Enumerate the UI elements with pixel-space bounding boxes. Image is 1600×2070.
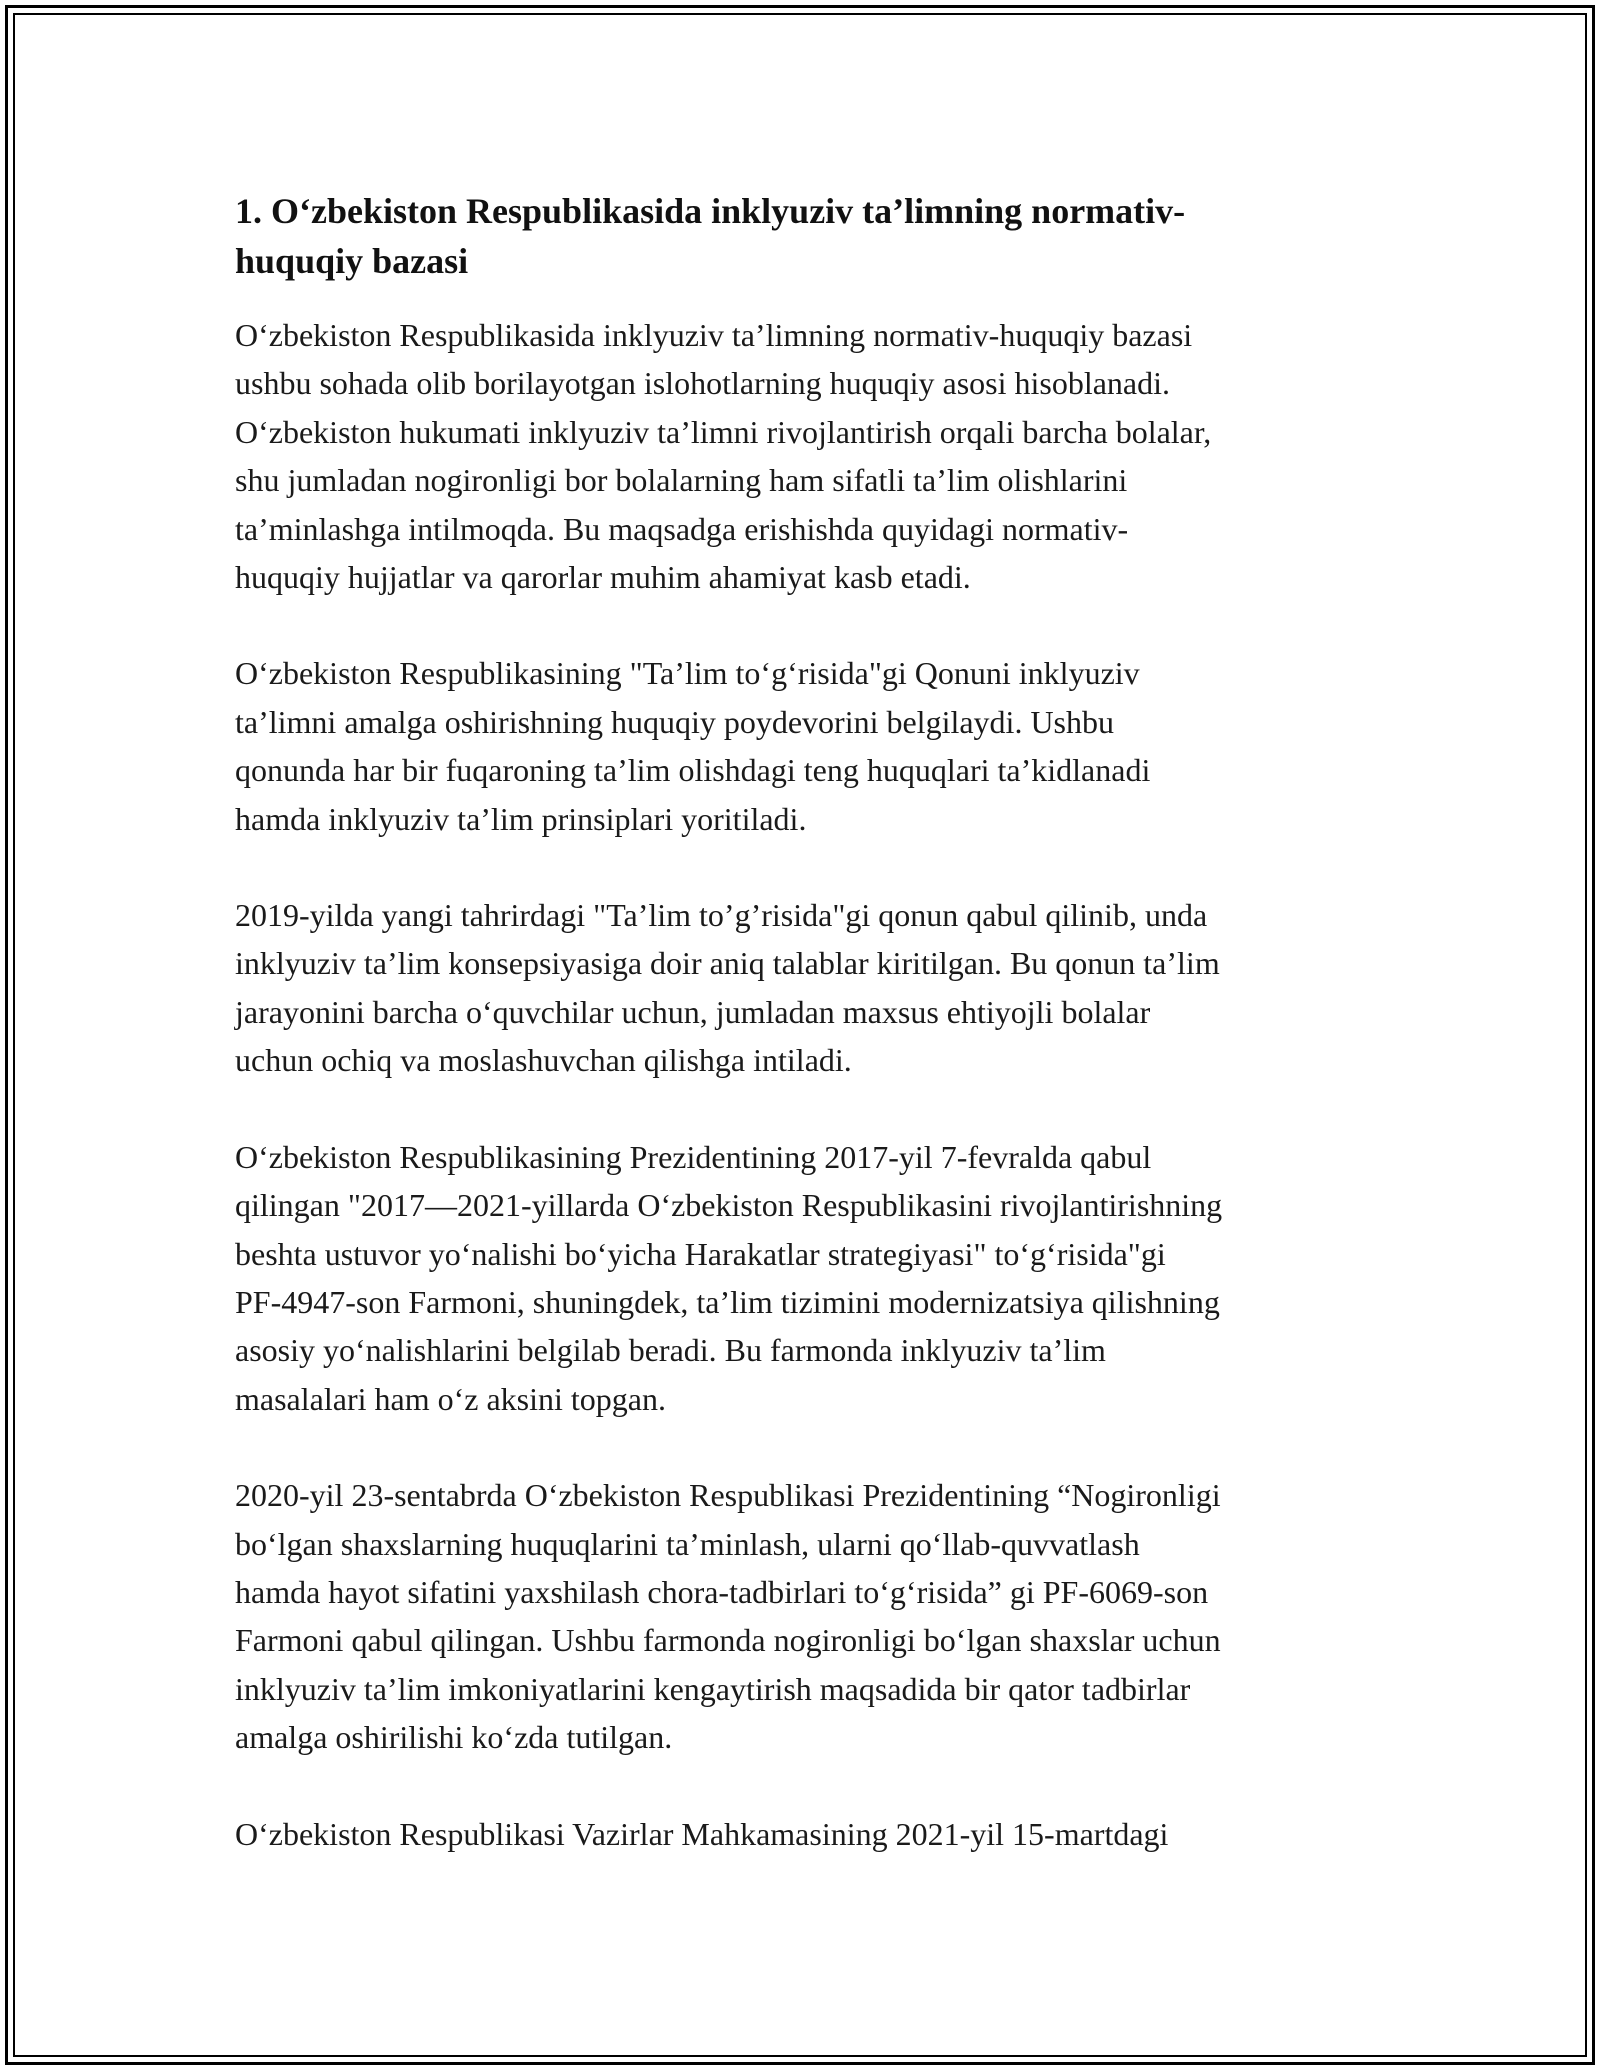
text-line: inklyuziv ta’lim imkoniyatlarini kengaytirish maqsadida bir qator tadbirlar [235, 1670, 1191, 1707]
text-line: O‘zbekiston Respublikasida inklyuziv ta’limning normativ-huquqiy bazasi [235, 317, 1193, 353]
text-line: amalga oshirilishi ko‘zda tutilgan. [235, 1719, 673, 1756]
text-line: beshta ustuvor yo‘nalishi bo‘yicha Harakatlar strategiyasi" to‘g‘risida"gi [235, 1235, 1166, 1272]
text-line: bo‘lgan shaxslarning huquqlarini ta’minlash, ularni qo‘llab-quvvatlash [235, 1525, 1140, 1562]
text-line: huquqiy hujjatlar va qarorlar muhim ahamiyat kasb etadi. [235, 559, 971, 596]
text-line: shu jumladan nogironligi bor bolalarning ham sifatli ta’lim olishlarini [235, 462, 1128, 499]
section-heading [235, 186, 1375, 286]
text-line: masalalari ham o‘z aksini topgan. [235, 1380, 666, 1417]
text-line: O‘zbekiston hukumati inklyuziv ta’limni rivojlantirish orqali barcha bolalar, [235, 413, 1212, 450]
text-line: ta’limni amalga oshirishning huquqiy poydevorini belgilaydi. Ushbu [235, 703, 1114, 740]
text-line: qonunda har bir fuqaroning ta’lim olishdagi teng huquqlari ta’kidlanadi [235, 752, 1151, 789]
text-line: ta’minlashga intilmoqda. Bu maqsadga erishishda quyidagi normativ- [235, 510, 1129, 547]
text-line: hamda hayot sifatini yaxshilash chora-tadbirlari to‘g‘risida” gi PF-6069-son [235, 1573, 1209, 1610]
paragraph [235, 891, 1375, 1085]
text-line: hamda inklyuziv ta’lim prinsiplari yoritiladi. [235, 800, 807, 837]
text-line: O‘zbekiston Respublikasining Prezidentining 2017-yil 7-fevralda qabul [235, 1138, 1152, 1175]
text-line: ushbu sohada olib borilayotgan islohotlarning huquqiy asosi hisoblanadi. [235, 365, 1171, 402]
text-line: O‘zbekiston Respublikasining "Ta’lim to‘g‘risida"gi Qonuni inklyuziv [235, 655, 1140, 692]
heading-line: 1. O‘zbekiston Respublikasida inklyuziv ta’limning normativ- [235, 191, 1186, 231]
text-line: PF-4947-son Farmoni, shuningdek, ta’lim tizimini modernizatsiya qilishning [235, 1283, 1220, 1320]
text-line: asosiy yo‘nalishlarini belgilab beradi. Bu farmonda inklyuziv ta’lim [235, 1332, 1106, 1369]
text-line: uchun ochiq va moslashuvchan qilishga intiladi. [235, 1042, 852, 1079]
paragraph [235, 1471, 1375, 1761]
text-line: inklyuziv ta’lim konsepsiyasiga doir aniq talablar kiritilgan. Bu qonun ta’lim [235, 945, 1220, 982]
document-body [235, 186, 1375, 1906]
text-line: jarayonini barcha o‘quvchilar uchun, jumladan maxsus ehtiyojli bolalar [235, 993, 1151, 1030]
text-line: qilingan "2017—2021-yillarda O‘zbekiston Respublikasini rivojlantirishning [235, 1187, 1223, 1224]
text-line: 2020-yil 23-sentabrda O‘zbekiston Respublikasi Prezidentining “Nogironligi [235, 1477, 1221, 1514]
text-line: Farmoni qabul qilingan. Ushbu farmonda nogironligi bo‘lgan shaxslar uchun [235, 1622, 1221, 1659]
paragraph [235, 1133, 1375, 1423]
paragraph [235, 311, 1375, 601]
paragraph [235, 649, 1375, 843]
text-line: 2019-yilda yangi tahrirdagi "Ta’lim to’g’risida"gi qonun qabul qilinib, unda [235, 897, 1208, 934]
paragraph [235, 1810, 1375, 1858]
text-line: O‘zbekiston Respublikasi Vazirlar Mahkamasining 2021-yil 15-martdagi [235, 1815, 1169, 1852]
heading-line: huquqiy bazasi [235, 241, 469, 281]
